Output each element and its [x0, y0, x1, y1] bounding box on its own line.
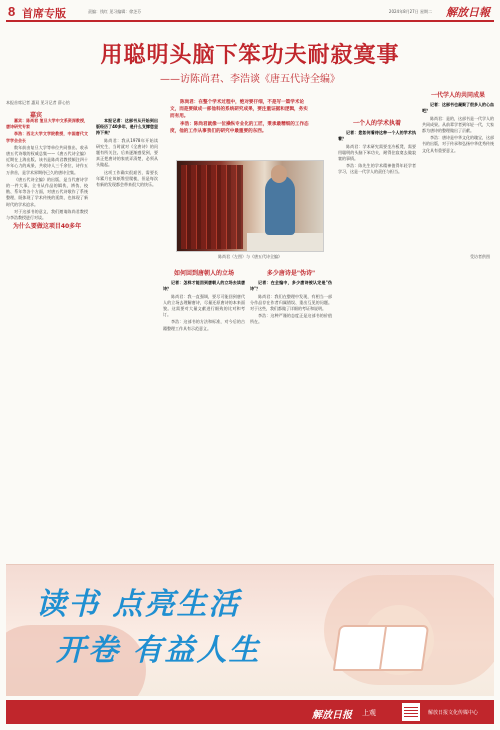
guest-heading: 嘉宾 — [30, 112, 43, 119]
paragraph: 陈尚君：我从1978年开始读研究生，当时就对《全唐诗》的问题有所关注。后来逐渐感觉到，要真正把唐诗的家底弄清楚，必须从头做起。 — [96, 137, 158, 168]
header-rule — [6, 20, 494, 22]
promo-banner — [6, 564, 494, 696]
pull-quote-2: 李浩：陈尚君就像一位操纵专业化的工匠，秉承最精细的工作态度，他的工作从事我们的研究中最重要的东西。 — [170, 122, 309, 134]
paragraph: 对于这部书的意义，我们邀请陈尚君教授与李浩教授进行对谈。 — [6, 208, 88, 221]
paragraph: 李浩：唐诗是中华文化的瑰宝，这部书的出版，对于传承和弘扬中华优秀传统文化具有重要意义。 — [422, 135, 494, 153]
bookshelf-image — [181, 165, 243, 249]
text-column-1 — [6, 118, 88, 558]
banner-line-2: 开卷 有益人生 — [56, 633, 261, 668]
text-column-4 — [250, 268, 332, 558]
subheading: 为什么要做这项目40多年 — [12, 223, 82, 231]
paragraph: 本报记者：这部书从开始到出版经历了40多年，是什么支撑您坚持下来？ — [96, 118, 158, 136]
paragraph: 记者：您如何看待这种一个人的学术执着？ — [338, 130, 416, 142]
desk-image — [247, 233, 324, 252]
footer-logo-2: 上观 — [362, 709, 376, 717]
paragraph: 这项工作确实很艰苦，需要长年累月在故纸堆里爬梳，但是每次有新的发现都会带来很大的快乐。 — [96, 169, 158, 188]
pull-quote-1: 陈尚君：在整个学术过程中，绝对要仔细，不是写一篇学术论文，而是要做成一部他科的系统研究成果，要注重证据和逻辑，务实而有用。 — [170, 100, 308, 119]
paragraph: 李浩：陈先生的学术精神值得年轻学者学习，这是一代学人的责任与担当。 — [338, 163, 416, 175]
article-title: 用聪明头脑下笨功夫耐寂寞事 — [100, 43, 400, 68]
subheading: 一代学人的共同成果 — [430, 92, 485, 99]
subheading: 如何回到唐朝人的立场 — [173, 270, 234, 277]
editors-credit: 责编：钱红 见习编辑：徐芝芬 — [88, 9, 142, 14]
paragraph: 陈尚君：是的，这部书是一代学人的共同成果。从前辈学者到年轻一代，大家都为唐诗的整理做出了贡献。 — [422, 115, 494, 134]
masthead-logo: 解放日報 — [446, 6, 490, 19]
paragraph: 李浩：这部书的方法和标准，对今后的古籍整理工作具有示范意义。 — [163, 319, 245, 331]
qr-code-icon[interactable] — [402, 703, 420, 721]
banner-line-1: 读书 点亮生活 — [36, 587, 241, 622]
pull-quote — [164, 93, 317, 159]
paragraph: 李浩：西北大学文学院教授，中国唐代文学学会会长 — [6, 131, 88, 143]
page-number: 8 — [8, 4, 16, 19]
text-column-2 — [96, 118, 158, 558]
paragraph: 数年前由复旦大学等单位共同推出、收录唐五代诗歌的权威总集——《唐五代诗全编》近期在上海出版。该书是陈尚君教授倾注四十多年心力的成果，共收诗人三千余位，诗作五万余首，是学术界期待已久的唐诗全集。 — [6, 144, 88, 175]
open-book-icon — [333, 625, 429, 671]
article-subtitle: ——访陈尚君、李浩谈《唐五代诗全编》 — [160, 74, 340, 85]
subheading: 多少唐诗是"伪诗" — [266, 270, 316, 277]
issue-date: 2024年8月27日 星期二 — [388, 9, 432, 14]
text-column-5 — [338, 118, 416, 558]
paragraph: 嘉宾：陈尚君 复旦大学中文系资深教授，唐诗研究专家 — [6, 118, 88, 130]
footer-text: 解放日报文化传媒中心 — [428, 710, 479, 716]
byline: 本报首席记者 惠双 见习记者 薛心怡 — [6, 100, 70, 105]
page-header — [6, 4, 494, 20]
person-image — [265, 175, 295, 235]
text-column-3 — [163, 268, 245, 558]
paragraph: 陈尚君：学术研究需要坐冷板凳，需要用聪明的头脑下笨功夫，耐得住寂寞去做寂寞的事情。 — [338, 143, 416, 162]
subheading: 一个人的学术执着 — [352, 120, 401, 127]
photo-caption: 陈尚君（左图）与《唐五代诗全编》 — [218, 254, 282, 259]
paragraph: 《唐五代诗全编》的出版，是当代唐诗学的一件大事。全书从作品的辑佚、辨伪、校勘、系年等各个方面，对唐五代诗歌作了系统整理，既体现了学术传统的延续，也体现了新时代的学术追求。 — [6, 176, 88, 207]
paragraph: 记者：在全编中，多少唐诗被认定是"伪诗"？ — [250, 280, 332, 292]
paragraph: 记者：这部书也凝聚了很多人的心血吧？ — [422, 102, 494, 114]
article-photo — [176, 160, 324, 252]
text-column-6 — [422, 90, 494, 558]
section-title: 首席专版 — [22, 7, 66, 20]
paragraph: 记者：怎样才能回到唐朝人的立场去读唐诗？ — [163, 280, 245, 292]
person-head-image — [271, 165, 287, 183]
footer-bar — [6, 700, 494, 724]
paragraph: 陈尚君：我们在整理中发现，有相当一部分作品存在作者归属错误、重出互见的问题。对于这些，我们都做了详细的考证和说明。 — [250, 293, 332, 312]
paragraph: 李浩：这种严谨的态度正是这部书的价值所在。 — [250, 313, 332, 325]
photo-credit: 受访者供图 — [470, 254, 490, 259]
paragraph: 陈尚君：我一直强调，要尽可能回到唐代人的立场去理解唐诗，尽量还原唐诗的本来面貌。这需要对大量文献进行细致的比对和考订。 — [163, 293, 245, 318]
footer-logo: 解放日报 — [312, 710, 352, 721]
